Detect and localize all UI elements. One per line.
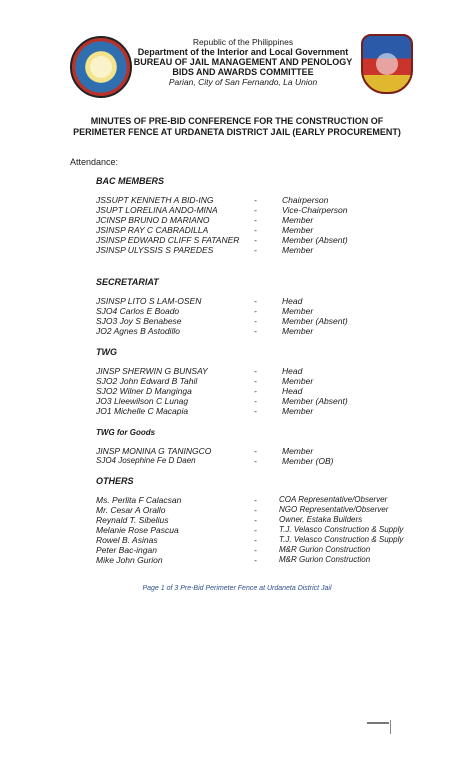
section-heading-others: OTHERS: [96, 476, 134, 486]
scan-mark: [367, 722, 389, 724]
attendee-name: Peter Bac-ingan: [96, 545, 157, 555]
bjmp-badge-logo: [361, 34, 413, 94]
attendee-role: M&R Gurion Construction: [279, 555, 371, 564]
separator-dash: -: [254, 215, 257, 225]
header-bureau: BUREAU OF JAIL MANAGEMENT AND PENOLOGY: [133, 57, 353, 67]
attendee-role: Member (Absent): [282, 235, 348, 245]
attendee-name: SJO2 Wilner D Manginga: [96, 386, 192, 396]
attendee-row: [96, 456, 436, 466]
attendee-row: [96, 495, 436, 505]
seal-center: [90, 56, 112, 78]
attendee-name: SJO4 Josephine Fe D Daen: [96, 456, 196, 465]
document-title-line1: MINUTES OF PRE-BID CONFERENCE FOR THE CONSTRUCTION OF: [90, 116, 384, 126]
attendee-role: Member: [282, 225, 314, 235]
attendee-role: COA Representative/Observer: [279, 495, 388, 504]
separator-dash: -: [254, 205, 257, 215]
attendee-role: Head: [282, 386, 303, 396]
page-footer: Page 1 of 3 Pre-Bid Perimeter Fence at Urdaneta District Jail: [142, 585, 332, 592]
separator-dash: -: [254, 306, 257, 316]
attendee-name: JO3 Lleewilson C Lunag: [96, 396, 189, 406]
attendee-name: Reynald T. Sibelius: [96, 515, 169, 525]
attendee-row: [96, 296, 436, 306]
attendee-name: SJO3 Joy S Benabese: [96, 316, 182, 326]
attendee-row: [96, 205, 436, 215]
attendee-row: [96, 535, 436, 545]
separator-dash: -: [254, 195, 257, 205]
attendee-name: SJO4 Carlos E Boado: [96, 306, 180, 316]
attendee-role: Owner, Estaka Builders: [279, 515, 363, 524]
separator-dash: -: [254, 316, 257, 326]
attendee-role: M&R Gurion Construction: [279, 545, 371, 554]
attendee-role: Member: [282, 326, 314, 336]
attendee-row: [96, 195, 436, 205]
attendee-name: SJO2 John Edward B Tahil: [96, 376, 198, 386]
attendee-row: [96, 505, 436, 515]
attendee-role: Member: [282, 446, 314, 456]
attendee-role: Member: [282, 245, 314, 255]
separator-dash: -: [254, 535, 257, 545]
header-republic: Republic of the Philippines: [192, 37, 294, 47]
attendee-role: NGO Representative/Observer: [279, 505, 389, 514]
attendee-role: Member (Absent): [282, 396, 348, 406]
attendee-row: [96, 366, 436, 376]
header-department: Department of the Interior and Local Government: [137, 47, 349, 57]
attendee-role: Member: [282, 406, 314, 416]
attendee-row: [96, 545, 436, 555]
separator-dash: -: [254, 386, 257, 396]
attendee-row: [96, 306, 436, 316]
attendee-name: JSINSP EDWARD CLIFF S FATANER: [96, 235, 240, 245]
badge-center: [376, 53, 398, 75]
separator-dash: -: [254, 446, 257, 456]
separator-dash: -: [254, 225, 257, 235]
attendee-row: [96, 525, 436, 535]
separator-dash: -: [254, 555, 257, 565]
attendee-name: Rowel B. Asinas: [96, 535, 158, 545]
separator-dash: -: [254, 406, 257, 416]
separator-dash: -: [254, 495, 257, 505]
separator-dash: -: [254, 456, 257, 466]
section-heading-bac: BAC MEMBERS: [96, 176, 165, 186]
attendee-role: Head: [282, 296, 303, 306]
separator-dash: -: [254, 326, 257, 336]
document-title-line2: PERIMETER FENCE AT URDANETA DISTRICT JAIL (EARLY PROCUREMENT): [73, 127, 401, 137]
attendee-row: [96, 555, 436, 565]
attendee-row: [96, 235, 436, 245]
separator-dash: -: [254, 235, 257, 245]
separator-dash: -: [254, 245, 257, 255]
separator-dash: -: [254, 366, 257, 376]
attendee-name: JINSP MONINA G TANINGCO: [96, 446, 212, 456]
attendee-row: [96, 515, 436, 525]
attendee-row: [96, 446, 436, 456]
separator-dash: -: [254, 545, 257, 555]
separator-dash: -: [254, 515, 257, 525]
attendee-role: Head: [282, 366, 303, 376]
separator-dash: -: [254, 376, 257, 386]
separator-dash: -: [254, 525, 257, 535]
attendee-name: JSUPT LORELINA ANDO-MINA: [96, 205, 218, 215]
attendee-row: [96, 245, 436, 255]
attendee-name: Melanie Rose Pascua: [96, 525, 179, 535]
separator-dash: -: [254, 505, 257, 515]
attendee-row: [96, 406, 436, 416]
attendee-name: JSINSP LITO S LAM-OSEN: [96, 296, 202, 306]
scan-mark: [390, 720, 391, 734]
attendee-role: Member: [282, 376, 314, 386]
separator-dash: -: [254, 296, 257, 306]
attendee-name: JSINSP RAY C CABRADILLA: [96, 225, 209, 235]
separator-dash: -: [254, 396, 257, 406]
attendee-row: [96, 225, 436, 235]
section-heading-secretariat: SECRETARIAT: [96, 277, 159, 287]
attendee-row: [96, 316, 436, 326]
attendee-row: [96, 386, 436, 396]
header-committee: BIDS AND AWARDS COMMITTEE: [172, 67, 314, 77]
section-heading-twg-goods: TWG for Goods: [96, 428, 156, 437]
attendee-role: Member: [282, 215, 314, 225]
attendee-name: JINSP SHERWIN G BUNSAY: [96, 366, 208, 376]
attendee-name: JCINSP BRUNO D MARIANO: [96, 215, 210, 225]
attendee-row: [96, 376, 436, 386]
attendee-role: T.J. Velasco Construction & Supply: [279, 525, 404, 534]
attendee-role: Member (OB): [282, 456, 334, 466]
attendee-name: JO2 Agnes B Astodillo: [96, 326, 180, 336]
attendee-row: [96, 326, 436, 336]
attendee-name: Mr. Cesar A Orallo: [96, 505, 166, 515]
attendee-role: T.J. Velasco Construction & Supply: [279, 535, 404, 544]
attendee-name: JSINSP ULYSSIS S PAREDES: [96, 245, 214, 255]
attendee-role: Vice-Chairperson: [282, 205, 348, 215]
attendee-role: Member: [282, 306, 314, 316]
attendee-row: [96, 396, 436, 406]
header-address: Parian, City of San Fernando, La Union: [168, 77, 318, 87]
attendee-name: JO1 Michelle C Macapia: [96, 406, 189, 416]
attendee-name: Mike John Gurion: [96, 555, 163, 565]
attendance-label: Attendance:: [70, 157, 119, 167]
attendee-role: Chairperson: [282, 195, 329, 205]
attendee-name: Ms. Perlita F Calacsan: [96, 495, 182, 505]
attendee-role: Member (Absent): [282, 316, 348, 326]
attendee-name: JSSUPT KENNETH A BID-ING: [96, 195, 214, 205]
attendee-row: [96, 215, 436, 225]
section-heading-twg: TWG: [96, 347, 117, 357]
